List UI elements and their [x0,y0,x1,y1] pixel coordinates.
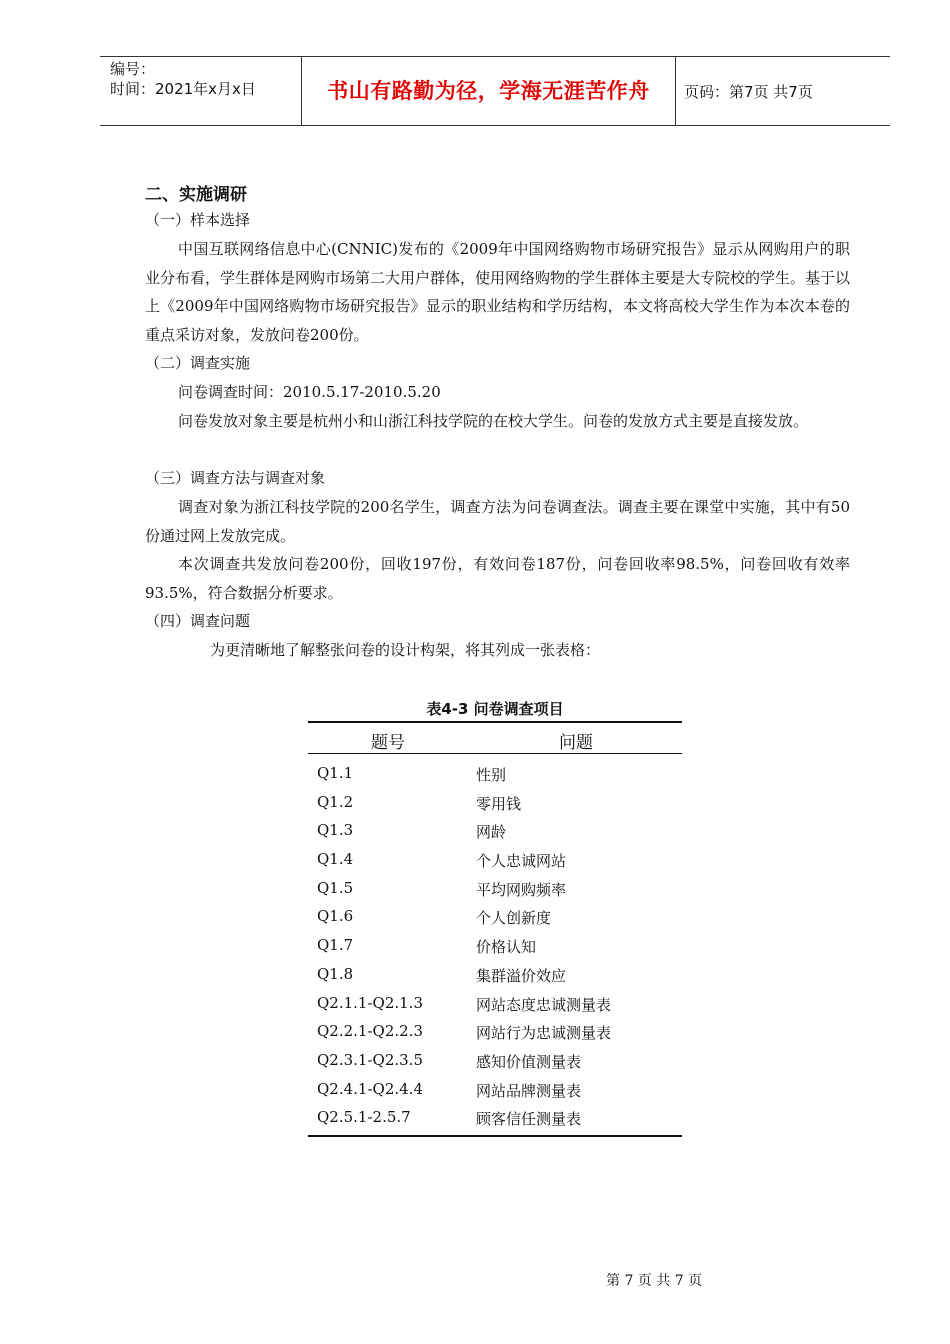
table-bottom-rule [308,1135,682,1137]
table-cell-question: 顾客信任测量表 [476,1110,582,1129]
questionnaire-table [308,721,682,1137]
table-cell-question: 价格认知 [476,938,537,957]
paragraph-survey-target: 问卷发放对象主要是杭州小和山浙江科技学院的在校大学生。问卷的发放方式主要是直接发放。 [178,412,809,430]
table-cell-question: 零用钱 [476,794,522,813]
table-cell-number: Q2.1.1-Q2.1.3 [317,993,423,1012]
number-label: 编号： [110,60,156,78]
header-page-info: 页码：第7页 共7页 [684,83,813,101]
table-cell-number: Q2.4.1-Q2.4.4 [317,1079,423,1098]
table-cell-question: 个人创新度 [476,909,552,928]
table-header-row [308,723,682,753]
table-row [308,1074,682,1103]
table-cell-number: Q1.6 [317,907,354,926]
table-row [308,1016,682,1045]
table-row [308,901,682,930]
table-row [308,959,682,988]
table-header-question: 问题 [559,733,593,753]
table-row [308,1045,682,1074]
table-cell-number: Q1.1 [317,764,354,782]
subsection-sample: （一）样本选择 [145,211,251,229]
subsection-implementation: （二）调查实施 [145,354,251,372]
header-meta [110,59,300,99]
table-cell-number: Q1.2 [317,792,354,811]
table-cell-question: 平均网购频率 [476,880,567,899]
table-row [308,758,682,787]
page-footer: 第 7 页 共 7 页 [606,1273,703,1289]
table-cell-number: Q1.4 [317,850,354,869]
table-cell-question: 网站态度忠诚测量表 [476,995,612,1014]
table-cell-question: 集群溢价效应 [476,966,567,985]
table-cell-question: 性别 [476,766,507,784]
paragraph-response-rate: 本次调查共发放问卷200份，回收197份，有效问卷187份，问卷回收率98.5%，问卷回收有效率93.5%，符合数据分析要求。 [145,555,850,602]
table-header-number: 题号 [371,733,405,753]
paragraph-sample: 中国互联网络信息中心(CNNIC)发布的《2009年中国网络购物市场研究报告》显示从网购用户的职业分布看，学生群体是网购市场第二大用户群体，使用网络购物的学生群体主要是大专院校的学生。基于以上《2009年中国网络购物市场研究报告》显示的职业结构和学历结构，本文将高校大学生作为本次本卷的重点采访对象，发放问卷200份。 [145,240,851,344]
table-row [308,815,682,844]
table-cell-question: 网站行为忠诚测量表 [476,1024,612,1043]
time-label: 时间：2021年x月x日 [110,80,256,98]
table-cell-number: Q1.8 [317,964,354,983]
table-row [308,873,682,902]
table-cell-number: Q1.3 [317,821,354,840]
subsection-questions: （四）调查问题 [145,612,251,630]
table-cell-question: 网站品牌测量表 [476,1081,582,1100]
table-cell-question: 个人忠诚网站 [476,852,567,871]
table-row [308,787,682,816]
table-cell-number: Q2.2.1-Q2.2.3 [317,1022,423,1041]
header-motto: 书山有路勤为径，学海无涯苦作舟 [327,79,650,103]
page-header [100,56,890,126]
section-title: 二、实施调研 [145,185,247,205]
table-row [308,930,682,959]
table-body [308,754,682,1135]
table-caption: 表4-3 问卷调查项目 [426,700,564,718]
table-cell-number: Q1.5 [317,878,354,897]
paragraph-table-intro: 为更清晰地了解整张问卷的设计构架，将其列成一张表格： [210,641,601,659]
table-cell-number: Q1.7 [317,936,354,955]
table-cell-number: Q2.3.1-Q2.3.5 [317,1050,423,1069]
paragraph-survey-time: 问卷调查时间：2010.5.17-2010.5.20 [178,383,441,401]
table-cell-question: 网龄 [476,823,507,842]
header-divider [675,57,676,125]
subsection-method: （三）调查方法与调查对象 [145,469,326,487]
table-cell-question: 感知价值测量表 [476,1052,582,1071]
paragraph-method: 调查对象为浙江科技学院的200名学生，调查方法为问卷调查法。调查主要在课堂中实施，其中有50份通过网上发放完成。 [145,498,850,545]
table-row [308,844,682,873]
table-cell-number: Q2.5.1-2.5.7 [317,1108,411,1127]
table-row [308,988,682,1017]
table-row [308,1102,682,1131]
